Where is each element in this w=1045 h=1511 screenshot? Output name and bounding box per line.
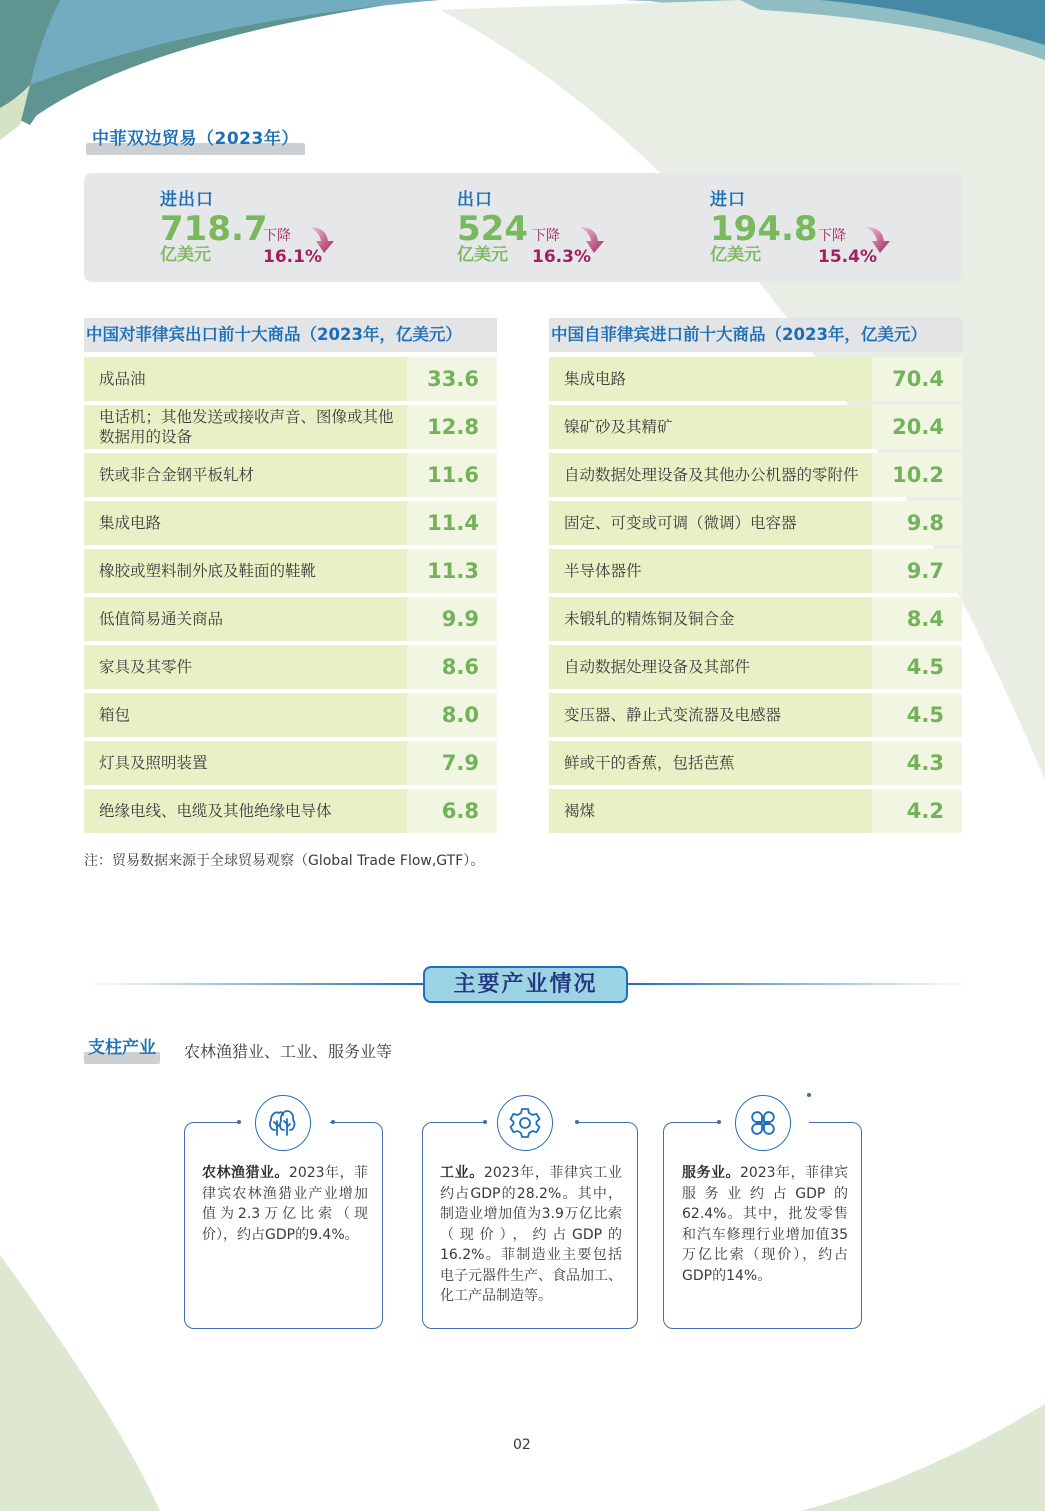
table-row — [84, 693, 497, 737]
product-name: 成品油 — [84, 357, 407, 401]
decline-arrow-icon — [308, 225, 338, 255]
import-top10-table — [549, 318, 962, 837]
stat-label: 进出口 — [160, 190, 214, 210]
page-number: 02 — [513, 1437, 531, 1453]
pillar-industry-label: 支柱产业 — [84, 1033, 160, 1058]
table-row — [84, 549, 497, 593]
decline-arrow-icon — [864, 225, 894, 255]
change-pct: 16.3% — [532, 247, 591, 267]
table-row — [549, 501, 962, 545]
product-name: 电话机；其他发送或接收声音、图像或其他数据用的设备 — [84, 405, 407, 449]
product-name: 鲜或干的香蕉，包括芭蕉 — [549, 741, 872, 785]
product-value: 9.9 — [407, 597, 497, 641]
export-top10-table — [84, 318, 497, 837]
change-label: 下降 — [818, 228, 846, 244]
card-text — [202, 1163, 368, 1245]
border-dot — [483, 1120, 487, 1124]
product-name: 自动数据处理设备及其部件 — [549, 645, 872, 689]
product-value: 20.4 — [872, 405, 962, 449]
industry-section-banner: 主要产业情况 — [423, 966, 628, 1003]
product-value: 6.8 — [407, 789, 497, 833]
product-name: 绝缘电线、电缆及其他绝缘电导体 — [84, 789, 407, 833]
product-name: 褐煤 — [549, 789, 872, 833]
card-heading: 工业。 — [440, 1165, 484, 1181]
border-dot — [717, 1120, 721, 1124]
change-label: 下降 — [263, 228, 291, 244]
trade-summary-box — [84, 173, 962, 282]
product-value: 4.5 — [872, 693, 962, 737]
stat-total-trade — [160, 185, 268, 264]
product-name: 橡胶或塑料制外底及鞋面的鞋靴 — [84, 549, 407, 593]
product-name: 铁或非合金钢平板轧材 — [84, 453, 407, 497]
product-value: 8.6 — [407, 645, 497, 689]
stat-value: 524 — [457, 209, 528, 249]
border-dot — [575, 1120, 579, 1124]
product-value: 70.4 — [872, 357, 962, 401]
product-value: 9.8 — [872, 501, 962, 545]
product-value: 8.4 — [872, 597, 962, 641]
table-row — [549, 645, 962, 689]
card-body: 2023年，菲律宾工业约占GDP的28.2%。其中，制造业增加值为3.9万亿比索（现价），约占GDP的16.2%。菲制造业主要包括电子元器件生产、食品加工、化工产品制造等。 — [440, 1165, 623, 1304]
product-value: 4.5 — [872, 645, 962, 689]
stat-export — [457, 185, 528, 264]
table-row — [549, 693, 962, 737]
table-row — [549, 357, 962, 401]
banner-divider-left — [85, 983, 425, 985]
product-name: 低值简易通关商品 — [84, 597, 407, 641]
clover-grid-icon — [735, 1095, 791, 1151]
product-name: 固定、可变或可调（微调）电容器 — [549, 501, 872, 545]
table-row — [84, 357, 497, 401]
product-name: 镍矿砂及其精矿 — [549, 405, 872, 449]
stat-import — [710, 185, 818, 264]
product-value: 4.2 — [872, 789, 962, 833]
card-body: 2023年，菲律宾农林渔猎业产业增加值为2.3万亿比索（现价），约占GDP的9.4%。 — [202, 1165, 368, 1243]
product-name: 自动数据处理设备及其他办公机器的零附件 — [549, 453, 872, 497]
change-label: 下降 — [532, 228, 560, 244]
product-name: 灯具及照明装置 — [84, 741, 407, 785]
card-text — [440, 1163, 622, 1307]
product-value: 11.4 — [407, 501, 497, 545]
table-row — [549, 597, 962, 641]
stat-unit: 亿美元 — [457, 245, 508, 265]
product-value: 11.6 — [407, 453, 497, 497]
card-body: 2023年，菲律宾服务业约占GDP的62.4%。其中，批发零售和汽车修理行业增加值35万亿比索（现价），约占GDP的14%。 — [682, 1165, 848, 1284]
table-row — [84, 741, 497, 785]
tree-icon — [255, 1095, 311, 1151]
industry-card-agriculture — [184, 1122, 383, 1329]
stat-unit: 亿美元 — [710, 245, 761, 265]
pillar-industry-text: 农林渔猎业、工业、服务业等 — [184, 1042, 393, 1061]
product-name: 箱包 — [84, 693, 407, 737]
industry-card-industry — [422, 1122, 638, 1329]
table-row — [549, 405, 962, 449]
product-value: 33.6 — [407, 357, 497, 401]
table-row — [549, 453, 962, 497]
product-value: 4.3 — [872, 741, 962, 785]
change-pct: 15.4% — [818, 247, 877, 267]
table-title: 中国自菲律宾进口前十大商品（2023年，亿美元） — [549, 318, 962, 352]
trade-section-title: 中菲双边贸易（2023年） — [86, 124, 305, 149]
product-name: 半导体器件 — [549, 549, 872, 593]
stat-value: 194.8 — [710, 209, 818, 249]
product-name: 家具及其零件 — [84, 645, 407, 689]
product-value: 9.7 — [872, 549, 962, 593]
table-row — [84, 501, 497, 545]
table-row — [84, 645, 497, 689]
change-pct: 16.1% — [263, 247, 322, 267]
table-row — [549, 741, 962, 785]
decline-arrow-icon — [578, 225, 608, 255]
industry-card-services — [663, 1122, 862, 1329]
table-row — [549, 789, 962, 833]
card-heading: 服务业。 — [682, 1165, 740, 1181]
card-text — [682, 1163, 848, 1286]
product-value: 12.8 — [407, 405, 497, 449]
stat-value: 718.7 — [160, 209, 268, 249]
card-heading: 农林渔猎业。 — [202, 1165, 289, 1181]
product-name: 未锻轧的精炼铜及铜合金 — [549, 597, 872, 641]
product-value: 11.3 — [407, 549, 497, 593]
table-row — [84, 453, 497, 497]
table-row — [549, 549, 962, 593]
table-row — [84, 789, 497, 833]
table-row — [84, 405, 497, 449]
product-name: 集成电路 — [549, 357, 872, 401]
product-value: 10.2 — [872, 453, 962, 497]
table-row — [84, 597, 497, 641]
border-dot — [807, 1093, 811, 1097]
product-value: 8.0 — [407, 693, 497, 737]
gear-icon — [497, 1095, 553, 1151]
data-source-note: 注：贸易数据来源于全球贸易观察（Global Trade Flow,GTF）。 — [84, 853, 485, 869]
stat-label: 出口 — [457, 190, 493, 210]
product-name: 变压器、静止式变流器及电感器 — [549, 693, 872, 737]
product-value: 7.9 — [407, 741, 497, 785]
banner-divider-right — [626, 983, 971, 985]
table-title: 中国对菲律宾出口前十大商品（2023年，亿美元） — [84, 318, 497, 352]
border-dot — [237, 1120, 241, 1124]
border-dot — [331, 1120, 335, 1124]
product-name: 集成电路 — [84, 501, 407, 545]
stat-unit: 亿美元 — [160, 245, 211, 265]
stat-label: 进口 — [710, 190, 746, 210]
